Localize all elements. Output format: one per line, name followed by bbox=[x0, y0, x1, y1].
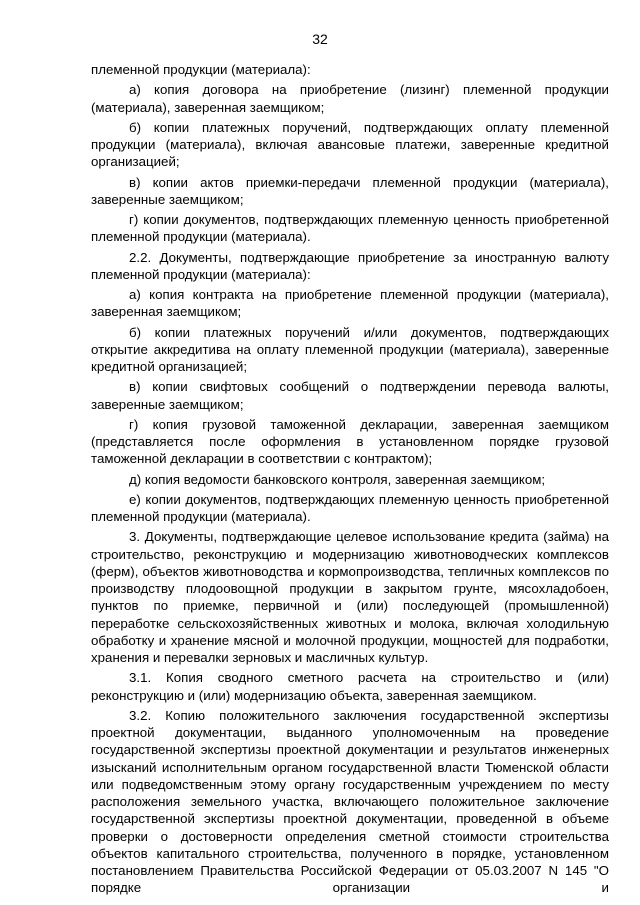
page-number: 32 bbox=[312, 31, 328, 47]
document-body bbox=[91, 61, 609, 897]
paragraph-item-c-acceptance-acts: в) копии актов приемки-передачи племенной продукции (материала), заверенные заемщиком; bbox=[91, 174, 609, 207]
paragraph-item-a-contract: а) копия договора на приобретение (лизинг) племенной продукции (материала), заверенная заемщиком; bbox=[91, 82, 609, 115]
paragraph-item-f-breeding-value: е) копии документов, подтверждающих племенную ценность приобретенной племенной продукции (материала). bbox=[91, 491, 609, 524]
paragraph-item-b-letter-of-credit: б) копии платежных поручений и/или документов, подтверждающих открытие аккредитива на оплату племенной продукции (материала), заверенные кредитной организацией; bbox=[91, 324, 609, 374]
paragraph-section-2-2: 2.2. Документы, подтверждающие приобретение за иностранную валюту племенной продукции (материала): bbox=[91, 249, 609, 282]
paragraph-item-b-payment-orders: б) копии платежных поручений, подтверждающих оплату племенной продукции (материала), включая авансовые платежи, заверенные кредитной организацией; bbox=[91, 119, 609, 170]
paragraph-section-3-1: 3.1. Копия сводного сметного расчета на строительство и (или) реконструкцию и (или) модернизацию объекта, заверенная заемщиком. bbox=[91, 670, 609, 703]
paragraph-item-d-customs-declaration: г) копия грузовой таможенной декларации, заверенная заемщиком (представляется после оформления в установленном порядке грузовой таможенной декларации в соответствии с контрактом); bbox=[91, 416, 609, 467]
paragraph-item-a-foreign-contract: а) копия контракта на приобретение племенной продукции (материала), заверенная заемщиком; bbox=[91, 287, 609, 320]
paragraph-item-d-breeding-value: г) копии документов, подтверждающих племенную ценность приобретенной племенной продукции (материала). bbox=[91, 212, 609, 245]
paragraph-item-c-swift-messages: в) копии свифтовых сообщений о подтверждении перевода валюты, заверенные заемщиком; bbox=[91, 379, 609, 412]
paragraph-continuation: племенной продукции (материала): bbox=[91, 62, 311, 77]
paragraph-item-e-bank-control: д) копия ведомости банковского контроля, заверенная заемщиком; bbox=[129, 471, 546, 487]
paragraph-section-3-2: 3.2. Копию положительного заключения государственной экспертизы проектной документации, выданного уполномоченным на проведение государственной экспертизы проектной документации и результатов инженерных изысканий исполнительным органом государственной власти Тюменской области или подведомственным этому органу государственным учреждением по месту расположения земельного участка, включающего положительное заключение государственной экспертизы проектной документации, проведенной в объеме проверки о достоверности определения сметной стоимости строительства объектов капитального строительства, полученного в порядке, установленном постановлением Правительства Российской Федерации от 05.03.2007 N 145 "О порядке организации и bbox=[91, 707, 609, 896]
paragraph-section-3: 3. Документы, подтверждающие целевое использование кредита (займа) на строительство, реконструкцию и модернизацию животноводческих комплексов (ферм), объектов животноводства и кормопроизводства, тепличных комплексов по производству плодоовощной продукции в закрытом грунте, мясохладобоен, пунктов по приемке, первичной и (или) последующей (промышленной) переработке сельскохозяйственных животных и молока, включая холодильную обработку и хранение мясной и молочной продукции, мощностей для подработки, хранения и перевалки зерновых и масличных культур. bbox=[91, 529, 609, 665]
